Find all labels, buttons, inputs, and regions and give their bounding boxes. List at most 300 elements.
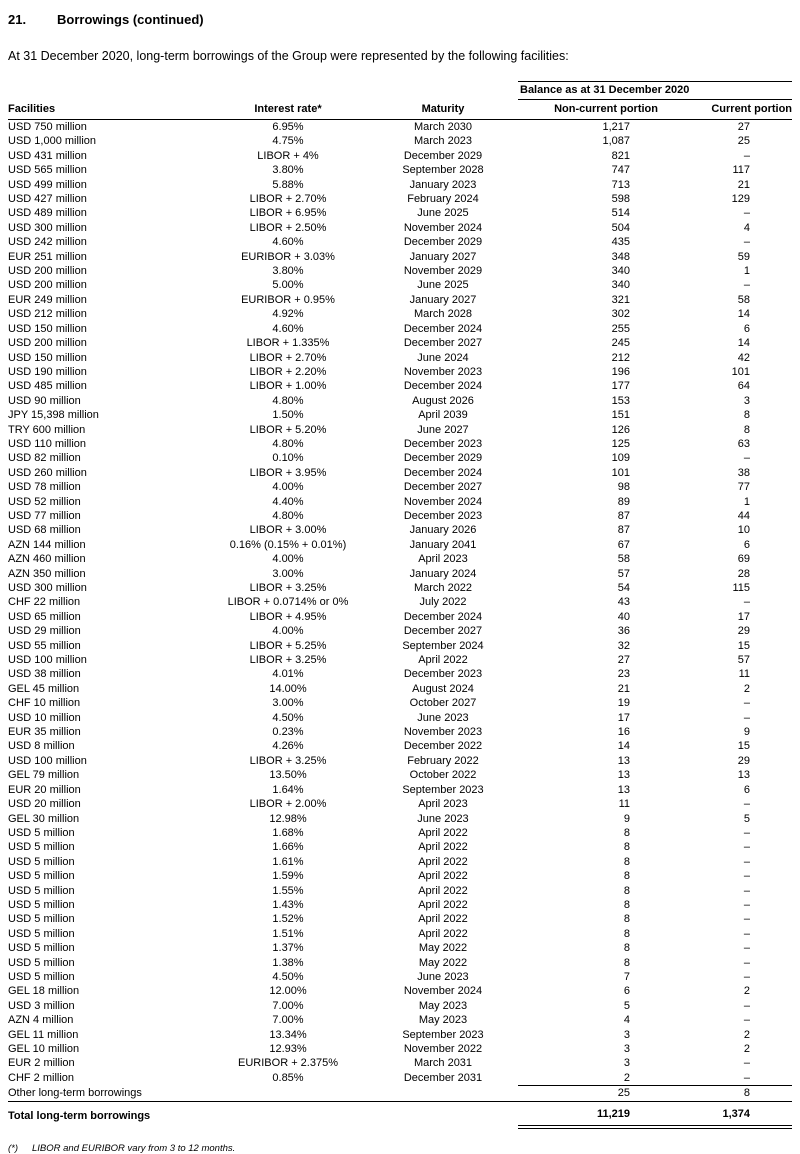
interest-rate-cell: LIBOR + 4%: [257, 149, 319, 162]
interest-rate-cell: 0.85%: [272, 1072, 304, 1085]
table-row: [8, 768, 792, 782]
current-portion-cell: 15: [737, 639, 751, 652]
interest-rate-cell: 1.59%: [272, 870, 304, 883]
non-current-portion-cell: 9: [623, 812, 630, 825]
current-portion-cell: –: [743, 798, 751, 811]
current-portion-cell: 59: [737, 250, 751, 263]
interest-rate-cell: 4.50%: [272, 970, 304, 983]
maturity-cell: May 2023: [418, 1014, 468, 1027]
maturity-cell: June 2024: [417, 351, 469, 364]
table-row: [8, 538, 792, 552]
current-portion-cell: 63: [737, 437, 751, 450]
facility-cell: USD 5 million: [8, 970, 75, 983]
facility-cell: USD 78 million: [8, 481, 81, 494]
maturity-cell: January 2023: [409, 178, 477, 191]
interest-rate-cell: 4.00%: [272, 553, 304, 566]
current-portion-cell: 42: [737, 351, 751, 364]
facility-cell: USD 150 million: [8, 322, 87, 335]
table-row: [8, 639, 792, 653]
table-row: [8, 1071, 792, 1086]
total-non-current-value: 11,219: [518, 1101, 658, 1127]
interest-rate-cell: 0.16% (0.15% + 0.01%): [229, 538, 347, 551]
facility-cell: USD 65 million: [8, 610, 81, 623]
current-portion-cell: 44: [737, 509, 751, 522]
non-current-portion-cell: 109: [611, 452, 630, 465]
facility-cell: USD 5 million: [8, 956, 75, 969]
facility-cell: USD 300 million: [8, 221, 87, 234]
maturity-cell: April 2023: [418, 798, 468, 811]
table-row: [8, 855, 792, 869]
interest-rate-cell: EURIBOR + 0.95%: [241, 293, 335, 306]
maturity-cell: April 2022: [418, 884, 468, 897]
non-current-portion-cell: 598: [611, 193, 630, 206]
facility-cell: GEL 10 million: [8, 1043, 80, 1055]
maturity-cell: January 2026: [409, 524, 477, 537]
non-current-portion-cell: 5: [623, 999, 630, 1012]
interest-rate-cell: 4.60%: [272, 236, 304, 249]
facility-cell: USD 1,000 million: [8, 135, 97, 148]
maturity-cell: September 2023: [402, 783, 484, 796]
non-current-portion-cell: 98: [617, 481, 630, 494]
footnote-text: LIBOR and EURIBOR vary from 3 to 12 months.: [32, 1142, 236, 1154]
maturity-cell: June 2023: [417, 812, 469, 825]
maturity-cell: December 2029: [403, 149, 483, 162]
maturity-cell: April 2023: [418, 553, 468, 566]
current-portion-cell: 38: [737, 466, 751, 479]
maturity-cell: June 2025: [417, 279, 469, 292]
table-row: [8, 120, 792, 135]
current-portion-cell: –: [743, 884, 751, 897]
table-row: [8, 379, 792, 393]
table-row: [8, 278, 792, 292]
table-row: [8, 711, 792, 725]
maturity-cell: April 2022: [418, 855, 468, 868]
table-row: [8, 250, 792, 264]
facility-cell: USD 5 million: [8, 913, 75, 926]
non-current-portion-cell: 13: [617, 769, 630, 782]
facility-cell: USD 82 million: [8, 452, 81, 465]
maturity-cell: August 2024: [412, 682, 474, 695]
maturity-cell: April 2022: [418, 927, 468, 940]
interest-rate-cell: 0.23%: [272, 726, 304, 739]
interest-rate-cell: EURIBOR + 2.375%: [238, 1057, 338, 1070]
facility-cell: EUR 249 million: [8, 293, 87, 306]
facility-cell: USD 100 million: [8, 654, 87, 667]
interest-rate-cell: LIBOR + 5.20%: [249, 423, 327, 436]
table-row: [8, 206, 792, 220]
interest-rate-cell: 1.61%: [272, 855, 304, 868]
interest-rate-cell: LIBOR + 6.95%: [249, 207, 327, 220]
facility-cell: USD 242 million: [8, 236, 87, 249]
current-portion-cell: –: [743, 207, 751, 220]
facility-cell: CHF 10 million: [8, 697, 81, 710]
facility-cell: GEL 79 million: [8, 769, 80, 782]
non-current-portion-cell: 6: [623, 985, 630, 998]
maturity-cell: May 2023: [418, 999, 468, 1012]
interest-rate-cell: 1.52%: [272, 913, 304, 926]
interest-rate-cell: 12.00%: [269, 985, 307, 998]
current-portion-cell: –: [743, 826, 751, 839]
non-current-portion-cell: 8: [623, 913, 630, 926]
section-heading: [8, 12, 792, 27]
interest-rate-cell: 1.51%: [272, 927, 304, 940]
table-row: [8, 984, 792, 998]
interest-rate-cell: LIBOR + 5.25%: [249, 639, 327, 652]
table-row: [8, 667, 792, 681]
table-row: [8, 1013, 792, 1027]
facility-cell: USD 38 million: [8, 668, 81, 681]
table-row: [8, 480, 792, 494]
non-current-portion-cell: 25: [518, 1086, 658, 1101]
interest-rate-cell: 7.00%: [272, 999, 304, 1012]
non-current-portion-cell: 747: [611, 164, 630, 177]
facility-cell: USD 3 million: [8, 999, 75, 1012]
maturity-cell: September 2024: [402, 639, 484, 652]
facility-cell: CHF 2 million: [8, 1072, 75, 1085]
maturity-cell: April 2022: [418, 913, 468, 926]
maturity-cell: [368, 1086, 518, 1101]
current-portion-cell: –: [743, 452, 751, 465]
non-current-portion-cell: 7: [623, 970, 630, 983]
table-row: [8, 235, 792, 249]
table-row: [8, 610, 792, 624]
non-current-portion-cell: 8: [623, 855, 630, 868]
total-current-value: 1,374: [658, 1101, 792, 1127]
interest-rate-cell: 13.34%: [269, 1028, 307, 1041]
maturity-cell: January 2027: [409, 250, 477, 263]
table-row: [8, 999, 792, 1013]
interest-rate-cell: 4.60%: [272, 322, 304, 335]
non-current-portion-cell: 4: [623, 1014, 630, 1027]
non-current-portion-cell: 8: [623, 884, 630, 897]
non-current-portion-cell: 8: [623, 826, 630, 839]
maturity-cell: December 2027: [403, 481, 483, 494]
maturity-cell: March 2028: [413, 308, 473, 321]
facility-cell: AZN 144 million: [8, 538, 86, 551]
interest-rate-cell: LIBOR + 3.25%: [249, 582, 327, 594]
non-current-portion-cell: 40: [617, 610, 630, 623]
total-empty-maturity: [368, 1101, 518, 1127]
maturity-cell: November 2023: [403, 726, 483, 739]
interest-rate-cell: 1.64%: [272, 783, 304, 796]
facility-cell: USD 5 million: [8, 927, 75, 940]
maturity-cell: December 2024: [403, 610, 483, 623]
non-current-portion-cell: 255: [611, 322, 630, 335]
current-portion-cell: –: [743, 596, 751, 609]
facility-cell: USD 5 million: [8, 942, 75, 955]
interest-rate-cell: [208, 1086, 368, 1101]
table-row: [8, 682, 792, 696]
current-portion-cell: –: [743, 236, 751, 249]
maturity-cell: December 2027: [403, 625, 483, 638]
interest-rate-cell: LIBOR + 1.335%: [246, 337, 330, 350]
facility-cell: JPY 15,398 million: [8, 409, 99, 422]
interest-rate-cell: 5.00%: [272, 279, 304, 292]
interest-rate-cell: 14.00%: [269, 682, 307, 695]
interest-rate-cell: 4.26%: [272, 740, 304, 753]
facility-cell: USD 90 million: [8, 394, 81, 407]
interest-rate-cell: LIBOR + 2.50%: [249, 221, 327, 234]
non-current-portion-cell: 2: [623, 1071, 630, 1084]
interest-rate-cell: 4.01%: [272, 668, 304, 681]
facility-cell: USD 200 million: [8, 265, 87, 278]
table-row: [8, 725, 792, 739]
maturity-cell: March 2022: [413, 582, 473, 594]
non-current-portion-cell: 302: [611, 308, 630, 321]
maturity-cell: December 2024: [403, 380, 483, 393]
balance-header-row: [8, 82, 792, 100]
facility-cell: EUR 35 million: [8, 726, 81, 739]
current-portion-cell: –: [743, 898, 751, 911]
interest-rate-cell: 1.66%: [272, 841, 304, 854]
current-portion-cell: 25: [737, 135, 751, 148]
non-current-portion-cell: 54: [617, 582, 630, 594]
non-current-portion-cell: 14: [617, 740, 630, 753]
maturity-cell: December 2029: [403, 236, 483, 249]
facility-cell: USD 8 million: [8, 740, 75, 753]
non-current-portion-cell: 321: [611, 293, 630, 306]
non-current-portion-cell: 1,087: [602, 135, 630, 148]
current-portion-cell: –: [743, 711, 751, 724]
facility-cell: USD 489 million: [8, 207, 87, 220]
facility-cell: USD 100 million: [8, 754, 87, 767]
maturity-cell: October 2027: [409, 697, 477, 710]
current-portion-cell: 58: [737, 293, 751, 306]
facility-cell: CHF 22 million: [8, 596, 81, 609]
table-row: [8, 365, 792, 379]
interest-rate-cell: 1.37%: [272, 942, 304, 955]
interest-rate-cell: 5.88%: [272, 178, 304, 191]
facility-cell: USD 565 million: [8, 164, 87, 177]
facility-cell: USD 5 million: [8, 870, 75, 883]
total-row: [8, 1101, 792, 1127]
facility-cell: USD 20 million: [8, 798, 81, 811]
maturity-cell: December 2031: [403, 1072, 483, 1085]
footnote-marker: (*): [8, 1142, 19, 1154]
footnote: [8, 1143, 792, 1154]
facility-cell: AZN 4 million: [8, 1014, 74, 1027]
interest-rate-cell: 12.98%: [269, 812, 307, 825]
current-portion-cell: 15: [737, 740, 751, 753]
table-row: [8, 754, 792, 768]
table-row: [8, 408, 792, 422]
interest-rate-cell: 7.00%: [272, 1014, 304, 1027]
current-portion-cell: –: [743, 279, 751, 292]
interest-rate-cell: LIBOR + 0.0714% or 0%: [227, 596, 349, 609]
table-row: [8, 523, 792, 537]
table-row: [8, 797, 792, 811]
maturity-cell: May 2022: [418, 956, 468, 969]
current-portion-cell: 14: [737, 308, 751, 321]
non-current-portion-cell: 514: [611, 207, 630, 220]
non-current-portion-cell: 16: [617, 726, 630, 739]
table-row: [8, 912, 792, 926]
current-portion-cell: 8: [658, 1086, 792, 1101]
current-portion-cell: 17: [737, 610, 751, 623]
facility-cell: USD 300 million: [8, 582, 87, 594]
facility-cell: USD 5 million: [8, 826, 75, 839]
non-current-portion-cell: 340: [611, 279, 630, 292]
table-row: [8, 869, 792, 883]
current-portion-cell: –: [743, 841, 751, 854]
interest-rate-cell: 1.68%: [272, 826, 304, 839]
table-row: [8, 739, 792, 753]
facility-cell: GEL 18 million: [8, 985, 80, 998]
facility-cell: USD 499 million: [8, 178, 87, 191]
non-current-portion-cell: 87: [617, 509, 630, 522]
interest-rate-cell: 1.43%: [272, 898, 304, 911]
current-portion-cell: 77: [737, 481, 751, 494]
non-current-portion-cell: 23: [617, 668, 630, 681]
maturity-cell: December 2024: [403, 466, 483, 479]
non-current-portion-cell: 13: [617, 754, 630, 767]
interest-rate-cell: 4.50%: [272, 711, 304, 724]
current-portion-cell: 115: [732, 582, 751, 594]
maturity-cell: April 2022: [418, 870, 468, 883]
table-row: [8, 826, 792, 840]
non-current-portion-cell: 177: [611, 380, 630, 393]
interest-rate-cell: 13.50%: [269, 769, 307, 782]
table-row: [8, 264, 792, 278]
table-row: [8, 134, 792, 148]
table-row: [8, 351, 792, 365]
table-row: [8, 509, 792, 523]
interest-rate-cell: LIBOR + 3.25%: [249, 754, 327, 767]
non-current-portion-cell: 435: [611, 236, 630, 249]
current-portion-cell: –: [743, 942, 751, 955]
non-current-portion-cell: 43: [617, 596, 630, 609]
non-current-portion-cell: 245: [611, 337, 630, 350]
non-current-portion-cell: 8: [623, 898, 630, 911]
table-row: [8, 437, 792, 451]
non-current-portion-cell: 58: [617, 553, 630, 566]
maturity-cell: April 2022: [418, 841, 468, 854]
col-header-interest-rate: Interest rate*: [208, 100, 368, 120]
col-header-facilities: Facilities: [8, 100, 208, 120]
maturity-cell: November 2024: [403, 985, 483, 998]
interest-rate-cell: 3.00%: [272, 567, 304, 580]
facility-cell: USD 750 million: [8, 121, 87, 133]
non-current-portion-cell: 21: [617, 682, 630, 695]
interest-rate-cell: LIBOR + 1.00%: [249, 380, 327, 393]
maturity-cell: December 2023: [403, 437, 483, 450]
current-portion-cell: 10: [737, 524, 751, 537]
current-portion-cell: 69: [737, 553, 751, 566]
current-portion-cell: –: [743, 1071, 751, 1084]
facility-cell: USD 260 million: [8, 466, 87, 479]
current-portion-cell: 6: [743, 783, 751, 796]
current-portion-cell: –: [743, 1014, 751, 1027]
current-portion-cell: –: [743, 149, 751, 162]
maturity-cell: November 2023: [403, 365, 483, 378]
current-portion-cell: –: [743, 927, 751, 940]
interest-rate-cell: 4.00%: [272, 625, 304, 638]
interest-rate-cell: 1.55%: [272, 884, 304, 897]
table-row: [8, 466, 792, 480]
non-current-portion-cell: 8: [623, 841, 630, 854]
facility-cell: USD 29 million: [8, 625, 81, 638]
non-current-portion-cell: 89: [617, 495, 630, 508]
section-title: Borrowings (continued): [57, 12, 204, 27]
table-row: [8, 1028, 792, 1042]
current-portion-cell: 1: [743, 495, 751, 508]
table-row: [8, 423, 792, 437]
facility-cell: USD 10 million: [8, 711, 81, 724]
maturity-cell: June 2023: [417, 970, 469, 983]
maturity-cell: January 2027: [409, 293, 477, 306]
other-borrowings-row: [8, 1086, 792, 1101]
interest-rate-cell: LIBOR + 3.25%: [249, 654, 327, 667]
table-row: [8, 941, 792, 955]
current-portion-cell: –: [743, 697, 751, 710]
maturity-cell: March 2023: [413, 135, 473, 148]
facility-cell: USD 190 million: [8, 365, 87, 378]
non-current-portion-cell: 3: [623, 1043, 630, 1055]
non-current-portion-cell: 57: [617, 567, 630, 580]
maturity-cell: December 2022: [403, 740, 483, 753]
table-row: [8, 783, 792, 797]
non-current-portion-cell: 3: [623, 1057, 630, 1070]
table-row: [8, 927, 792, 941]
table-row: [8, 1042, 792, 1056]
facility-cell: USD 52 million: [8, 495, 81, 508]
facility-cell: USD 5 million: [8, 884, 75, 897]
interest-rate-cell: LIBOR + 4.95%: [249, 610, 327, 623]
current-portion-cell: 8: [743, 423, 751, 436]
current-portion-cell: 1: [743, 265, 751, 278]
current-portion-cell: –: [743, 913, 751, 926]
facility-cell: USD 212 million: [8, 308, 87, 321]
non-current-portion-cell: 3: [623, 1028, 630, 1041]
table-row: [8, 495, 792, 509]
maturity-cell: November 2029: [403, 265, 483, 278]
interest-rate-cell: 4.75%: [272, 135, 304, 148]
table-row: [8, 178, 792, 192]
current-portion-cell: 29: [737, 625, 751, 638]
facility-cell: USD 5 million: [8, 841, 75, 854]
maturity-cell: December 2024: [403, 322, 483, 335]
current-portion-cell: –: [743, 870, 751, 883]
current-portion-cell: 5: [743, 812, 751, 825]
interest-rate-cell: LIBOR + 2.70%: [249, 351, 327, 364]
maturity-cell: November 2024: [403, 221, 483, 234]
interest-rate-cell: 4.80%: [272, 394, 304, 407]
maturity-cell: January 2041: [409, 538, 477, 551]
maturity-cell: February 2022: [407, 754, 479, 767]
maturity-cell: June 2023: [417, 711, 469, 724]
non-current-portion-cell: 125: [611, 437, 630, 450]
table-row: [8, 163, 792, 177]
interest-rate-cell: 4.80%: [272, 509, 304, 522]
table-row: [8, 221, 792, 235]
non-current-portion-cell: 8: [623, 956, 630, 969]
non-current-portion-cell: 348: [611, 250, 630, 263]
maturity-cell: November 2022: [403, 1043, 483, 1055]
facility-cell: USD 200 million: [8, 279, 87, 292]
current-portion-cell: –: [743, 999, 751, 1012]
maturity-cell: April 2022: [418, 898, 468, 911]
maturity-cell: September 2028: [402, 164, 484, 177]
non-current-portion-cell: 151: [611, 409, 630, 422]
interest-rate-cell: 4.92%: [272, 308, 304, 321]
table-row: [8, 394, 792, 408]
maturity-cell: April 2039: [418, 409, 468, 422]
interest-rate-cell: LIBOR + 2.70%: [249, 193, 327, 206]
interest-rate-cell: 3.80%: [272, 164, 304, 177]
facility-cell: USD 68 million: [8, 524, 81, 537]
table-row: [8, 581, 792, 595]
interest-rate-cell: 12.93%: [269, 1043, 307, 1055]
